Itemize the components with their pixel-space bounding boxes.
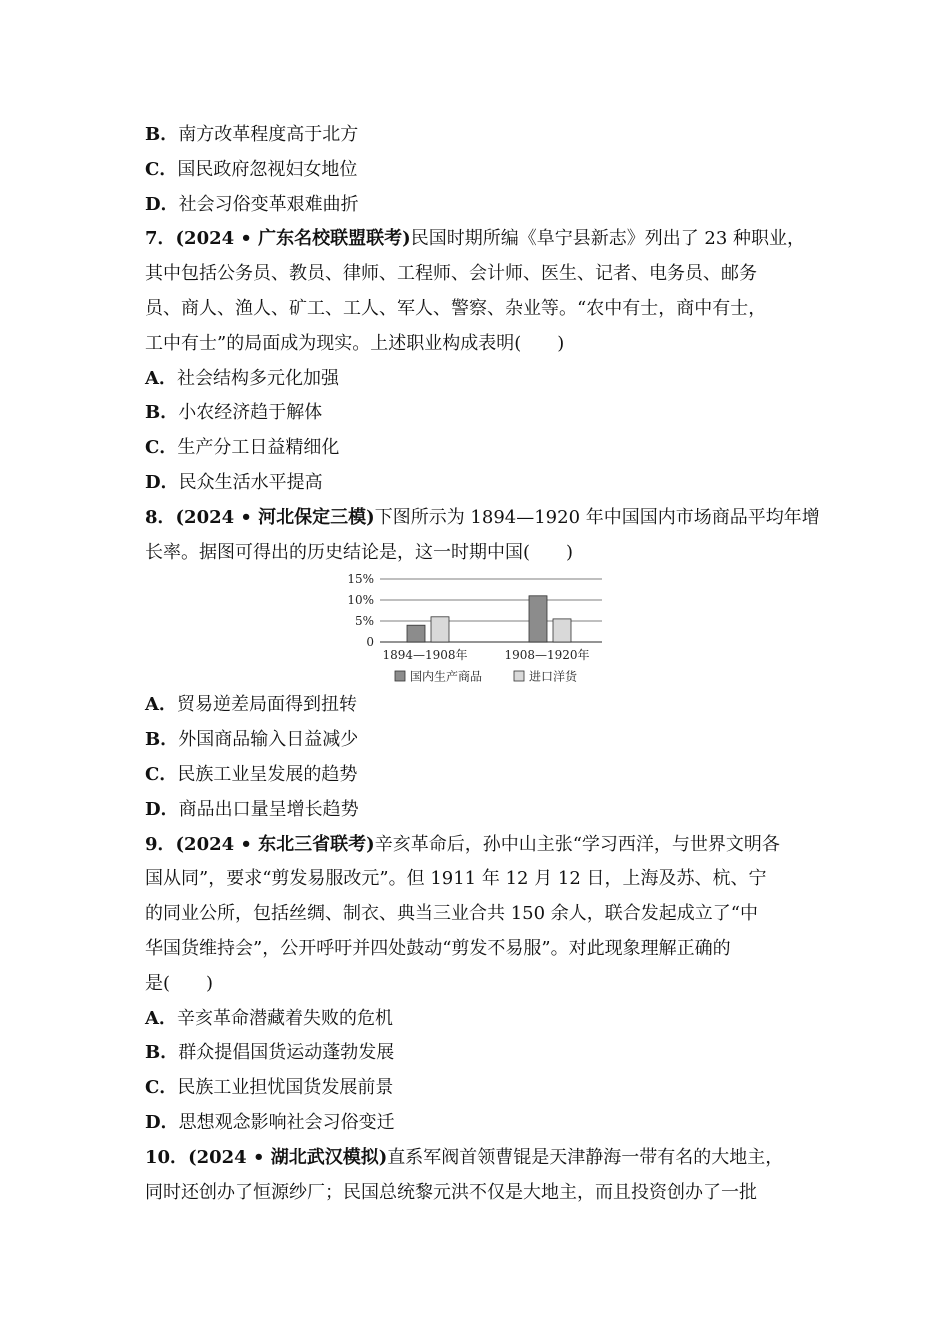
document-page <box>145 118 825 1210</box>
q9-stem-line-2: 国从同”，要求“剪发易服改元”。但 1911 年 12 月 12 日，上海及苏、杭、宁 <box>145 868 767 890</box>
bar-imported <box>431 617 449 642</box>
q7-stem-line-2: 其中包括公务员、教员、律师、工程师、会计师、医生、记者、电务员、邮务 <box>145 263 757 285</box>
q8-stem-line-2: 长率。据图可得出的历史结论是，这一时期中国( ) <box>145 541 574 563</box>
legend-swatch <box>514 671 524 681</box>
q7-stem-line-4: 工中有士”的局面成为现实。上述职业构成表明( ) <box>145 332 565 354</box>
q9-stem-line-5: 是( ) <box>145 972 214 994</box>
q10-stem-line-2: 同时还创办了恒源纱厂；民国总统黎元洪不仅是大地主，而且投资创办了一批 <box>145 1181 757 1203</box>
q8-option-a: A．贸易逆差局面得到扭转 <box>145 694 357 716</box>
q8-option-d: D．商品出口量呈增长趋势 <box>145 798 359 820</box>
q9-option-c: C．民族工业担忧国货发展前景 <box>145 1077 394 1099</box>
q7-option-a: A．社会结构多元化加强 <box>145 367 339 389</box>
q9-option-d: D．思想观念影响社会习俗变迁 <box>145 1111 395 1133</box>
q7-stem-line-1: 7．(2024 • 广东名校联盟联考)民国时期所编《阜宁县新志》列出了 23 种职业， <box>145 228 806 250</box>
q9-option-a: A．辛亥革命潜藏着失败的危机 <box>145 1007 393 1029</box>
q6-option-d: D．社会习俗变革艰难曲折 <box>145 193 359 215</box>
q7-option-d: D．民众生活水平提高 <box>145 471 323 493</box>
q9-stem-line-4: 华国货维持会”，公开呼吁并四处鼓动“剪发不易服”。对此现象理解正确的 <box>145 937 731 959</box>
q8-stem-line-1: 8．(2024 • 河北保定三模)下图所示为 1894—1920 年中国国内市场商品平均年增 <box>145 506 820 528</box>
legend-label: 国内生产商品 <box>410 669 483 684</box>
q7-stem-line-3: 员、商人、渔人、矿工、工人、军人、警察、杂业等。“农中有士，商中有士， <box>145 297 767 319</box>
legend-swatch <box>395 671 405 681</box>
bar-imported <box>553 619 571 642</box>
q6-option-c: C．国民政府忽视妇女地位 <box>145 158 358 180</box>
y-tick-label: 15% <box>347 572 374 587</box>
y-tick-label: 0 <box>366 635 374 650</box>
q9-stem-line-3: 的同业公所，包括丝绸、制衣、典当三业合共 150 余人，联合发起成立了“中 <box>145 903 758 925</box>
x-tick-label: 1894—1908年 <box>382 648 468 663</box>
q9-option-b: B．群众提倡国货运动蓬勃发展 <box>145 1042 395 1064</box>
q8-option-c: C．民族工业呈发展的趋势 <box>145 763 358 785</box>
q7-option-b: B．小农经济趋于解体 <box>145 402 323 424</box>
q7-option-c: C．生产分工日益精细化 <box>145 437 340 459</box>
q6-option-b: B．南方改革程度高于北方 <box>145 124 359 145</box>
q9-stem-line-1: 9．(2024 • 东北三省联考)辛亥革命后，孙中山主张“学习西洋，与世界文明各 <box>145 833 780 855</box>
bar-domestic <box>529 596 547 642</box>
y-tick-label: 10% <box>347 593 374 608</box>
legend-label: 进口洋货 <box>529 669 578 684</box>
growth-rate-chart <box>145 570 825 688</box>
bar-domestic <box>407 626 425 643</box>
q10-stem-line-1: 10．(2024 • 湖北武汉模拟)直系军阀首领曹锟是天津静海一带有名的大地主， <box>145 1146 784 1168</box>
bar-chart-svg <box>340 570 760 688</box>
y-tick-label: 5% <box>354 614 374 629</box>
q8-option-b: B．外国商品输入日益减少 <box>145 729 359 751</box>
x-tick-label: 1908—1920年 <box>504 648 590 663</box>
